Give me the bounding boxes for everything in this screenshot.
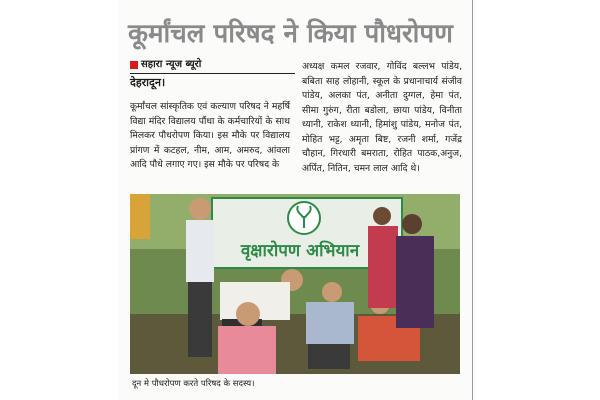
photo-illustration: [130, 194, 460, 374]
article-body-left: कूर्मांचल सांस्कृतिक एवं कल्याण परिषद ने महर्षि विद्या मंदिर विद्यालय पौंधा के कर्मचारियों के साथ मिलकर पौधरोपण किया। इस मौके पर विद्यालय प्रांगण में कटहल, नीम, आम, अमरुद, आंवला आदि पौधे लगाए गए। इस मौके पर परिषद के: [130, 101, 290, 170]
photo-caption: दून मे पौधरोपण करते परिषद के सदस्य।: [132, 379, 255, 389]
byline: सहारा न्यूज ब्यूरो: [141, 59, 202, 70]
person-left-standing: [186, 198, 214, 357]
byline-marker-icon: [130, 61, 138, 69]
column-rule: [472, 0, 473, 400]
headline: कूर्मांचल परिषद ने किया पौधरोपण: [128, 19, 453, 49]
byline-underline: [130, 73, 295, 74]
news-photo: [130, 194, 460, 374]
byline-row: [130, 58, 300, 74]
yellow-sign: [130, 194, 150, 239]
dateline: देहरादून।: [130, 76, 166, 89]
article-body-right: अध्यक्ष कमल रजवार, गोविंद बल्लभ पांडेय, बबिता साह लोहानी, स्कूल के प्रधानाचार्य संजीव पांडेय, अलका पंत, अनीता दुग्गल, हेमा पंत, सीमा गुरुंग, रीता बडोला, छाया पांडेय, विनीता ध्यानी, राकेश ध्यानी, हिमांशु पांडेय, मनोज पंत, मोहित भट्ट, अमृता बिष्ट, रजनी शर्मा, गजेंद्र चौहान, गिरधारी बमराता, रोहित पाठक,अनुज, अर्पित, नितिन, चमन लाल आदि थे।: [302, 61, 462, 174]
banner-text: वृक्षारोपण अभियान: [240, 241, 360, 261]
